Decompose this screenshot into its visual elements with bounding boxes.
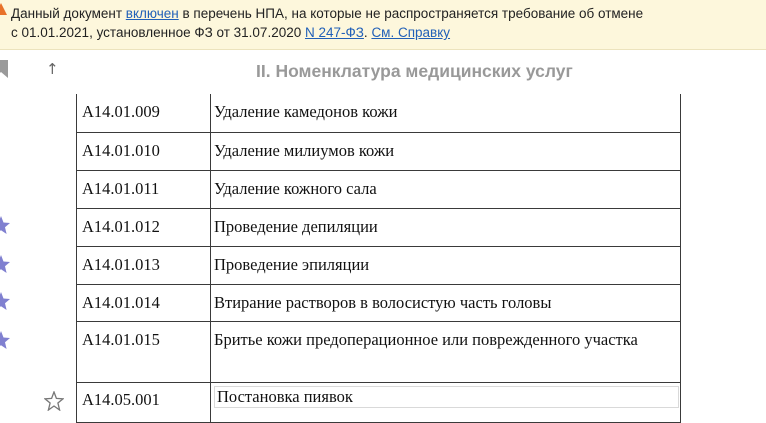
service-name: Удаление камедонов кожи bbox=[214, 102, 398, 121]
table-row bbox=[77, 284, 681, 321]
table-row bbox=[77, 382, 681, 422]
service-code: A14.01.015 bbox=[82, 329, 160, 349]
service-name-cell bbox=[211, 246, 681, 284]
notice-text: . bbox=[363, 25, 372, 40]
bookmark-icon[interactable] bbox=[0, 60, 10, 78]
star-icon[interactable] bbox=[0, 292, 10, 310]
service-name: Бритье кожи предоперационное или поврежденного участка bbox=[214, 329, 638, 349]
service-code-cell bbox=[77, 94, 211, 132]
law-link[interactable]: N 247-ФЗ bbox=[304, 25, 364, 40]
table-row bbox=[77, 321, 681, 382]
service-name-cell bbox=[211, 132, 681, 170]
see-reference-link[interactable]: См. Справку bbox=[371, 25, 451, 40]
service-code: A14.01.012 bbox=[82, 216, 160, 236]
notice-text: в перечень НПА, на которые не распространяется требование об отмене bbox=[178, 6, 644, 21]
star-icon[interactable] bbox=[0, 331, 10, 349]
service-code: A14.01.009 bbox=[82, 102, 160, 121]
service-code-cell bbox=[77, 208, 211, 246]
service-name-cell bbox=[211, 170, 681, 208]
service-code: A14.01.013 bbox=[82, 254, 160, 274]
service-code: A14.01.010 bbox=[82, 140, 160, 160]
service-code: A14.05.001 bbox=[82, 389, 160, 409]
services-table bbox=[76, 94, 681, 423]
service-code-cell bbox=[77, 170, 211, 208]
star-icon[interactable] bbox=[0, 216, 10, 234]
table-row bbox=[77, 208, 681, 246]
service-name: Постановка пиявок bbox=[214, 386, 679, 408]
notice-text: с 01.01.2021, установленное ФЗ от 31.07.2020 bbox=[11, 25, 305, 40]
service-code-cell bbox=[77, 382, 211, 422]
service-code-cell bbox=[77, 284, 211, 321]
service-name: Проведение депиляции bbox=[214, 216, 378, 236]
arrow-up-icon[interactable]: ↑ bbox=[46, 60, 59, 78]
section-title: II. Номенклатура медицинских услуг bbox=[256, 61, 573, 81]
service-code-cell bbox=[77, 321, 211, 382]
service-name-cell bbox=[211, 382, 681, 422]
service-name: Втирание растворов в волосистую часть головы bbox=[214, 292, 552, 312]
service-code: A14.01.014 bbox=[82, 292, 160, 312]
service-code-cell bbox=[77, 246, 211, 284]
service-name-cell bbox=[211, 321, 681, 382]
service-name-cell bbox=[211, 94, 681, 132]
notice-line-1 bbox=[11, 6, 643, 21]
included-link[interactable]: включен bbox=[125, 6, 179, 21]
table-row bbox=[77, 132, 681, 170]
warning-icon bbox=[0, 3, 7, 15]
star-outline-icon[interactable] bbox=[44, 391, 64, 411]
service-code: A14.01.011 bbox=[82, 178, 160, 198]
service-name: Удаление кожного сала bbox=[214, 178, 377, 198]
service-code-cell bbox=[77, 132, 211, 170]
table-row bbox=[77, 170, 681, 208]
service-name: Удаление милиумов кожи bbox=[214, 140, 395, 160]
table-row bbox=[77, 94, 681, 132]
table-row bbox=[77, 246, 681, 284]
service-name-cell bbox=[211, 208, 681, 246]
service-name-cell bbox=[211, 284, 681, 321]
notice-line-2 bbox=[11, 25, 450, 40]
notice-banner bbox=[0, 0, 766, 50]
notice-text: Данный документ bbox=[11, 6, 126, 21]
service-name: Проведение эпиляции bbox=[214, 254, 370, 274]
star-icon[interactable] bbox=[0, 255, 10, 273]
